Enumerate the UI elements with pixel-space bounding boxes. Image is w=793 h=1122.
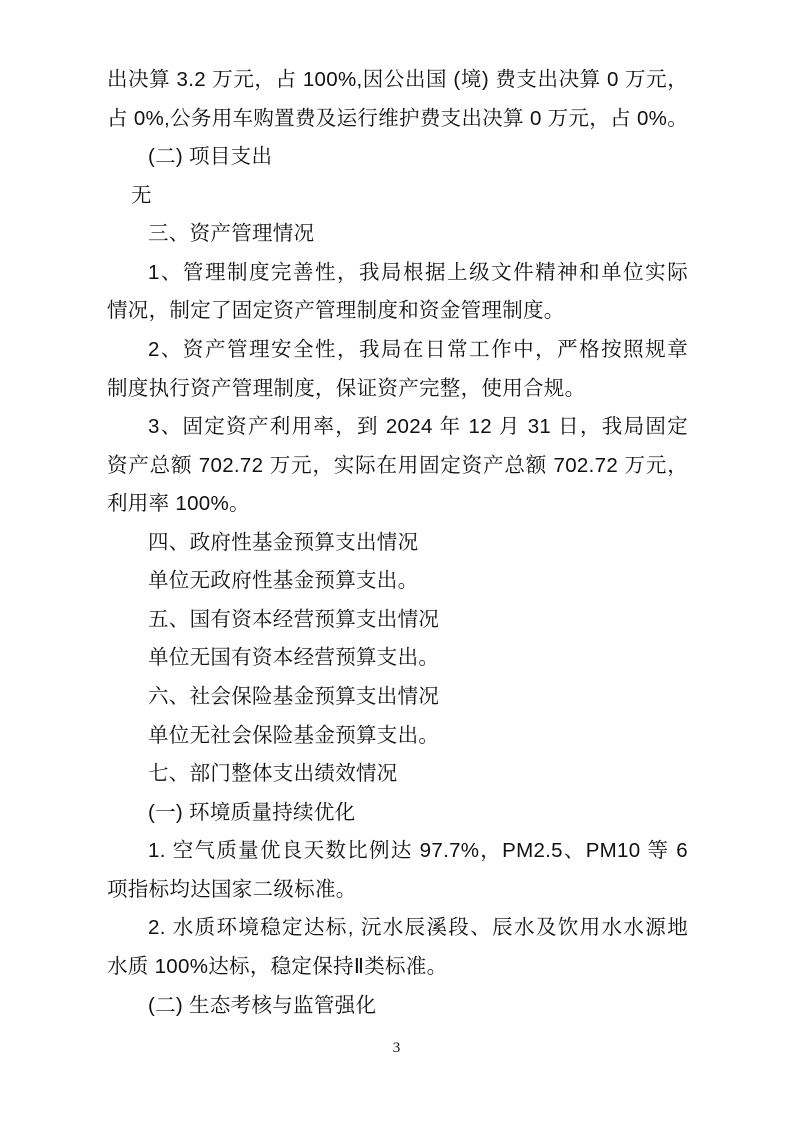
doc-line: 利用率 100%。 bbox=[107, 492, 250, 516]
doc-line: 水质 100%达标，稳定保持Ⅱ类标准。 bbox=[107, 954, 448, 978]
doc-line: 资产总额 702.72 万元，实际在用固定资产总额 702.72 万元， bbox=[107, 453, 688, 477]
doc-line: 占 0%,公务用车购置费及运行维护费支出决算 0 万元，占 0%。 bbox=[107, 106, 688, 130]
doc-heading-item-expense: (二) 项目支出 bbox=[148, 145, 273, 169]
doc-heading-state-capital: 五、国有资本经营预算支出情况 bbox=[148, 607, 440, 631]
doc-line: 2. 水质环境稳定达标, 沅水辰溪段、辰水及饮用水水源地 bbox=[148, 916, 688, 940]
document-body bbox=[107, 61, 688, 1025]
doc-line: 1、管理制度完善性，我局根据上级文件精神和单位实际 bbox=[148, 260, 688, 284]
doc-heading-env-quality: (一) 环境质量持续优化 bbox=[148, 800, 356, 824]
doc-line: 3、固定资产利用率，到 2024 年 12 月 31 日，我局固定 bbox=[148, 415, 688, 439]
doc-line: 情况，制定了固定资产管理制度和资金管理制度。 bbox=[107, 299, 565, 323]
doc-heading-gov-fund: 四、政府性基金预算支出情况 bbox=[148, 530, 419, 554]
doc-line: 单位无国有资本经营预算支出。 bbox=[148, 646, 440, 670]
doc-line: 单位无政府性基金预算支出。 bbox=[148, 569, 419, 593]
doc-line: 制度执行资产管理制度，保证资产完整，使用合规。 bbox=[107, 376, 586, 400]
doc-heading-asset-management: 三、资产管理情况 bbox=[148, 222, 315, 246]
doc-line: 2、资产管理安全性，我局在日常工作中，严格按照规章 bbox=[148, 337, 688, 361]
doc-heading-eco-supervision: (二) 生态考核与监管强化 bbox=[148, 993, 377, 1017]
page-number: 3 bbox=[392, 1040, 401, 1056]
doc-line: 1. 空气质量优良天数比例达 97.7%，PM2.5、PM10 等 6 bbox=[148, 839, 688, 863]
doc-line: 无 bbox=[131, 183, 152, 207]
doc-heading-social-insurance: 六、社会保险基金预算支出情况 bbox=[148, 685, 440, 708]
doc-line: 项指标均达国家二级标准。 bbox=[107, 877, 357, 901]
doc-line: 出决算 3.2 万元，占 100%,因公出国 (境) 费支出决算 0 万元， bbox=[107, 68, 688, 91]
doc-line: 单位无社会保险基金预算支出。 bbox=[148, 723, 440, 747]
doc-heading-performance: 七、部门整体支出绩效情况 bbox=[148, 762, 398, 786]
